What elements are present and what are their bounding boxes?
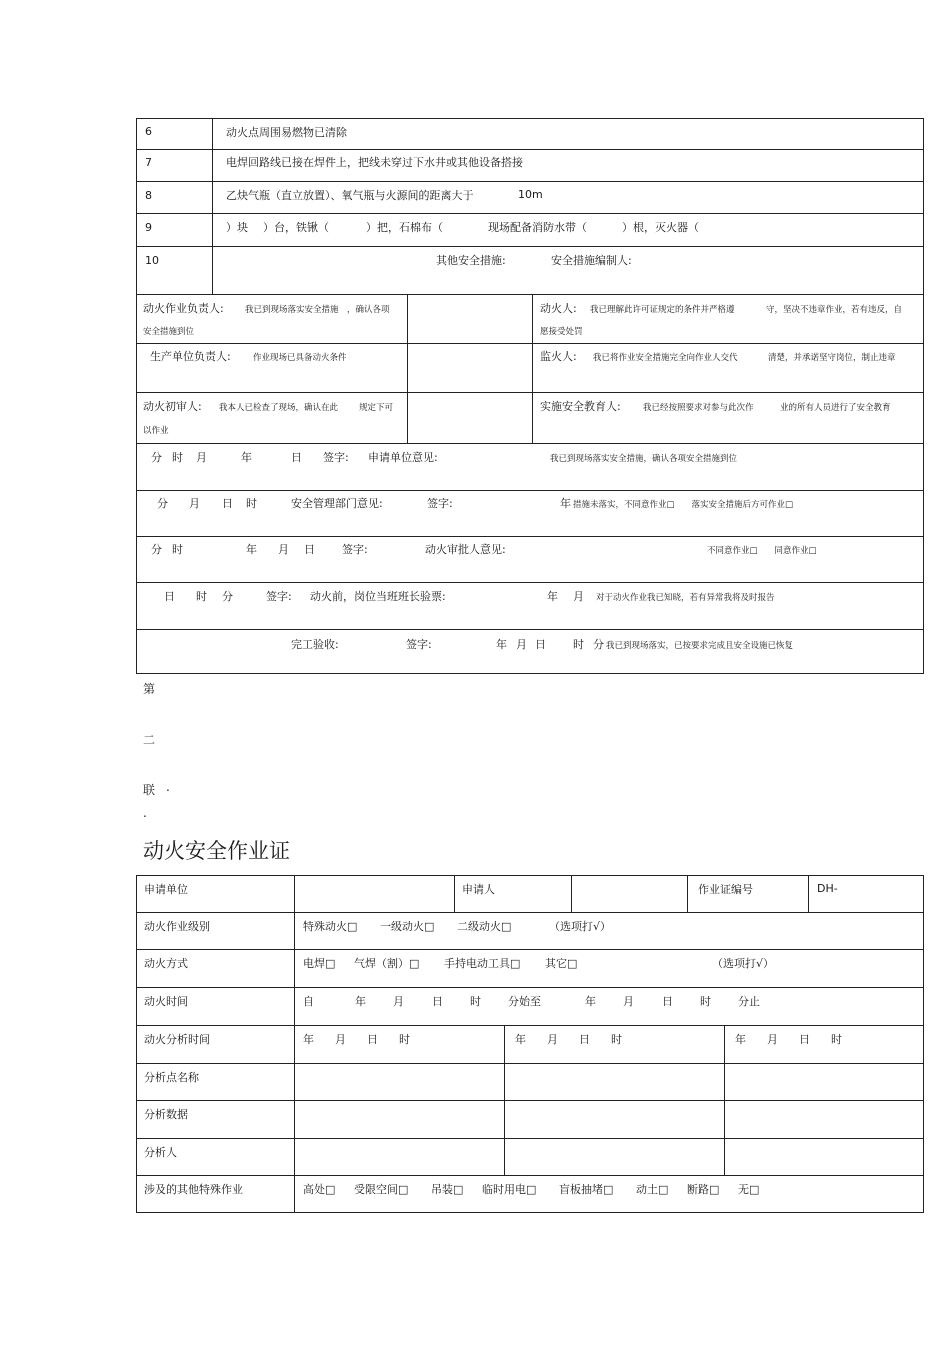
row-text: 现场配备消防水带（ bbox=[488, 221, 587, 234]
form-row bbox=[136, 875, 924, 913]
option-checkbox[interactable]: 手持电动工具□ bbox=[444, 957, 521, 970]
time-part: 年 bbox=[735, 1033, 746, 1046]
row-number: 9 bbox=[145, 221, 152, 234]
unit-label: 申请单位 bbox=[144, 883, 188, 896]
time-part: 日 bbox=[662, 995, 673, 1008]
time-part: 时 bbox=[831, 1033, 842, 1046]
copy-label-char: 联 bbox=[143, 783, 156, 797]
approval-text: 月 bbox=[196, 451, 207, 464]
approval-text: 分 bbox=[222, 590, 233, 603]
sign-note: 安全措施到位 bbox=[143, 327, 195, 337]
table-row bbox=[136, 149, 924, 182]
option-checkbox[interactable]: 其它□ bbox=[545, 957, 578, 970]
fire-time-label: 动火时间 bbox=[144, 995, 188, 1008]
approval-text: 时 bbox=[246, 497, 257, 510]
approval-row bbox=[136, 582, 924, 630]
approval-text: 年 bbox=[246, 543, 257, 556]
approval-note: 措施未落实，不同意作业□ 落实安全措施后方可作业□ bbox=[573, 500, 794, 510]
sign-note: 清楚，并承诺坚守岗位，制止违章 bbox=[768, 353, 896, 363]
option-hint: （选项打√） bbox=[549, 920, 612, 933]
form-row bbox=[136, 949, 924, 988]
approval-note: 我已到现场落实安全措施，确认各项安全措施到位 bbox=[550, 454, 738, 464]
row-text: ）根，灭火器（ bbox=[622, 221, 699, 234]
option-checkbox[interactable]: 吊装□ bbox=[431, 1183, 464, 1196]
permit-form bbox=[136, 875, 925, 1213]
option-checkbox[interactable]: 断路□ bbox=[687, 1183, 720, 1196]
approval-row bbox=[136, 443, 924, 491]
approval-text: 月 bbox=[189, 497, 200, 510]
row-text: 动火点周围易燃物已清除 bbox=[226, 126, 347, 139]
time-part: 自 bbox=[303, 995, 314, 1008]
fire-level-label: 动火作业级别 bbox=[144, 920, 210, 933]
approval-text: 签字: bbox=[406, 638, 432, 651]
time-part: 时 bbox=[399, 1033, 410, 1046]
approval-text: 签字: bbox=[427, 497, 453, 510]
approval-text: 签字: bbox=[323, 451, 349, 464]
time-part: 月 bbox=[335, 1033, 346, 1046]
table-row bbox=[136, 213, 924, 247]
sign-label: 动火作业负责人: bbox=[143, 302, 224, 315]
permit-number-value: DH- bbox=[817, 882, 838, 895]
row-number: 7 bbox=[145, 156, 152, 169]
time-part: 时 bbox=[611, 1033, 622, 1046]
table-row bbox=[136, 118, 924, 150]
top-safety-table bbox=[136, 118, 925, 674]
signature-row bbox=[136, 294, 924, 344]
sign-note: 愿接受处罚 bbox=[540, 327, 583, 337]
applicant-label: 申请人 bbox=[462, 883, 495, 896]
time-part: 年 bbox=[515, 1033, 526, 1046]
other-measures-label: 其他安全措施: bbox=[436, 254, 506, 267]
approval-text: 日 bbox=[222, 497, 233, 510]
time-part: 月 bbox=[547, 1033, 558, 1046]
time-part: 时 bbox=[700, 995, 711, 1008]
sign-note: 以作业 bbox=[143, 426, 169, 436]
sign-note: 守，坚决不违章作业，若有违反，自 bbox=[766, 305, 903, 315]
time-part: 日 bbox=[367, 1033, 378, 1046]
approval-text: 月 bbox=[573, 590, 584, 603]
option-checkbox[interactable]: 无□ bbox=[738, 1183, 760, 1196]
approval-text: 日 bbox=[304, 543, 315, 556]
sign-label: 实施安全教育人: bbox=[540, 400, 621, 413]
time-part: 年 bbox=[585, 995, 596, 1008]
sign-label: 动火初审人: bbox=[143, 400, 202, 413]
analysis-time-label: 动火分析时间 bbox=[144, 1033, 210, 1046]
option-checkbox[interactable]: 电焊□ bbox=[303, 957, 336, 970]
time-part: 日 bbox=[579, 1033, 590, 1046]
approval-note: 我已到现场落实，已按要求完成且安全设施已恢复 bbox=[606, 641, 794, 651]
approval-text: 申请单位意见: bbox=[368, 451, 438, 464]
time-part: 月 bbox=[623, 995, 634, 1008]
approval-text: 安全管理部门意见: bbox=[291, 497, 383, 510]
approval-text: 签字: bbox=[342, 543, 368, 556]
analyst-label: 分析人 bbox=[144, 1146, 177, 1159]
row-text: ）块 bbox=[226, 221, 248, 234]
sign-label: 生产单位负责人: bbox=[150, 350, 231, 363]
form-row bbox=[136, 987, 924, 1026]
sign-note: 我已经按照要求对参与此次作 bbox=[643, 403, 754, 413]
time-part: 日 bbox=[432, 995, 443, 1008]
row-text: ）台，铁锹（ bbox=[263, 221, 329, 234]
form-row bbox=[136, 1175, 924, 1213]
option-checkbox[interactable]: 二级动火□ bbox=[457, 920, 512, 933]
sign-note: 规定下可 bbox=[359, 403, 394, 413]
approval-text: 时 bbox=[172, 543, 183, 556]
table-row bbox=[136, 181, 924, 214]
fire-method-label: 动火方式 bbox=[144, 957, 188, 970]
approval-text: 年 bbox=[560, 497, 571, 510]
option-hint: （选项打√） bbox=[712, 957, 775, 970]
signature-row bbox=[136, 343, 924, 393]
approval-text: 分 bbox=[593, 638, 604, 651]
signature-row bbox=[136, 392, 924, 444]
measures-author-label: 安全措施编制人: bbox=[551, 254, 632, 267]
copy-label-char: 二 bbox=[143, 733, 156, 747]
row-number: 6 bbox=[145, 125, 152, 138]
approval-text: 年 bbox=[547, 590, 558, 603]
sign-label: 监火人: bbox=[540, 350, 577, 363]
form-title: 动火安全作业证 bbox=[143, 839, 290, 863]
form-row bbox=[136, 1025, 924, 1064]
row-number: 8 bbox=[145, 189, 152, 202]
time-part: 日 bbox=[799, 1033, 810, 1046]
form-row bbox=[136, 912, 924, 950]
option-checkbox[interactable]: 气焊（割）□ bbox=[354, 957, 420, 970]
option-checkbox[interactable]: 高处□ bbox=[303, 1183, 336, 1196]
sign-label: 动火人: bbox=[540, 302, 577, 315]
time-part: 分止 bbox=[738, 995, 760, 1008]
copy-label-char: 第 bbox=[143, 682, 156, 696]
approval-row bbox=[136, 536, 924, 583]
dot-mark: . bbox=[143, 806, 147, 820]
form-row bbox=[136, 1063, 924, 1101]
time-part: 月 bbox=[393, 995, 404, 1008]
approval-note: 对于动火作业我已知晓，若有异常我将及时报告 bbox=[596, 593, 775, 603]
option-checkbox[interactable]: 盲板抽堵□ bbox=[559, 1183, 614, 1196]
approval-text: 分 bbox=[151, 543, 162, 556]
approval-text: 签字: bbox=[266, 590, 292, 603]
approval-text: 分 bbox=[157, 497, 168, 510]
form-row bbox=[136, 1100, 924, 1139]
analysis-point-label: 分析点名称 bbox=[144, 1071, 199, 1084]
approval-row bbox=[136, 490, 924, 537]
row-extra: 10m bbox=[518, 188, 543, 201]
row-text: 乙炔气瓶（直立放置）、氧气瓶与火源间的距离大于 bbox=[226, 189, 474, 202]
other-work-label: 涉及的其他特殊作业 bbox=[144, 1183, 243, 1196]
approval-note: 不同意作业□ 同意作业□ bbox=[707, 546, 817, 556]
approval-text: 日 bbox=[164, 590, 175, 603]
time-part: 年 bbox=[303, 1033, 314, 1046]
approval-text: 时 bbox=[196, 590, 207, 603]
approval-text: 动火前，岗位当班班长验票: bbox=[310, 590, 446, 603]
approval-text: 年 bbox=[241, 451, 252, 464]
form-row bbox=[136, 1138, 924, 1176]
approval-text: 月 bbox=[278, 543, 289, 556]
permit-number-label: 作业证编号 bbox=[698, 883, 753, 896]
time-part: 年 bbox=[355, 995, 366, 1008]
approval-text: 日 bbox=[291, 451, 302, 464]
approval-text: 月 bbox=[516, 638, 527, 651]
approval-text: 分 bbox=[151, 451, 162, 464]
option-checkbox[interactable]: 一级动火□ bbox=[380, 920, 435, 933]
option-checkbox[interactable]: 动土□ bbox=[636, 1183, 669, 1196]
sign-note: 作业现场已具备动火条件 bbox=[253, 353, 347, 363]
option-checkbox[interactable]: 特殊动火□ bbox=[303, 920, 358, 933]
option-checkbox[interactable]: 临时用电□ bbox=[482, 1183, 537, 1196]
approval-text: 完工验收: bbox=[291, 638, 339, 651]
option-checkbox[interactable]: 受限空间□ bbox=[354, 1183, 409, 1196]
sign-note: 我已理解此许可证规定的条件并严格遵 bbox=[590, 305, 735, 315]
approval-text: 时 bbox=[573, 638, 584, 651]
analysis-data-label: 分析数据 bbox=[144, 1108, 188, 1121]
approval-text: 时 bbox=[172, 451, 183, 464]
row-text: 电焊回路线已接在焊件上，把线未穿过下水井或其他设备搭接 bbox=[226, 156, 523, 169]
sign-note: 我已将作业安全措施完全向作业人交代 bbox=[593, 353, 738, 363]
table-row bbox=[136, 246, 924, 295]
row-text: ）把，石棉布（ bbox=[366, 221, 443, 234]
approval-row bbox=[136, 629, 924, 674]
time-part: 时 bbox=[470, 995, 481, 1008]
sign-note: 业的所有人员进行了安全教育 bbox=[780, 403, 891, 413]
approval-text: 动火审批人意见: bbox=[425, 543, 506, 556]
sign-note: 我已到现场落实安全措施 ，确认各项 bbox=[245, 305, 390, 315]
row-number: 10 bbox=[145, 254, 159, 267]
sign-note: 我本人已检查了现场，确认在此 bbox=[219, 403, 339, 413]
time-part: 月 bbox=[767, 1033, 778, 1046]
approval-text: 年 bbox=[496, 638, 507, 651]
approval-text: 日 bbox=[535, 638, 546, 651]
dot-mark: . bbox=[166, 780, 170, 794]
time-part: 分始至 bbox=[508, 995, 541, 1008]
